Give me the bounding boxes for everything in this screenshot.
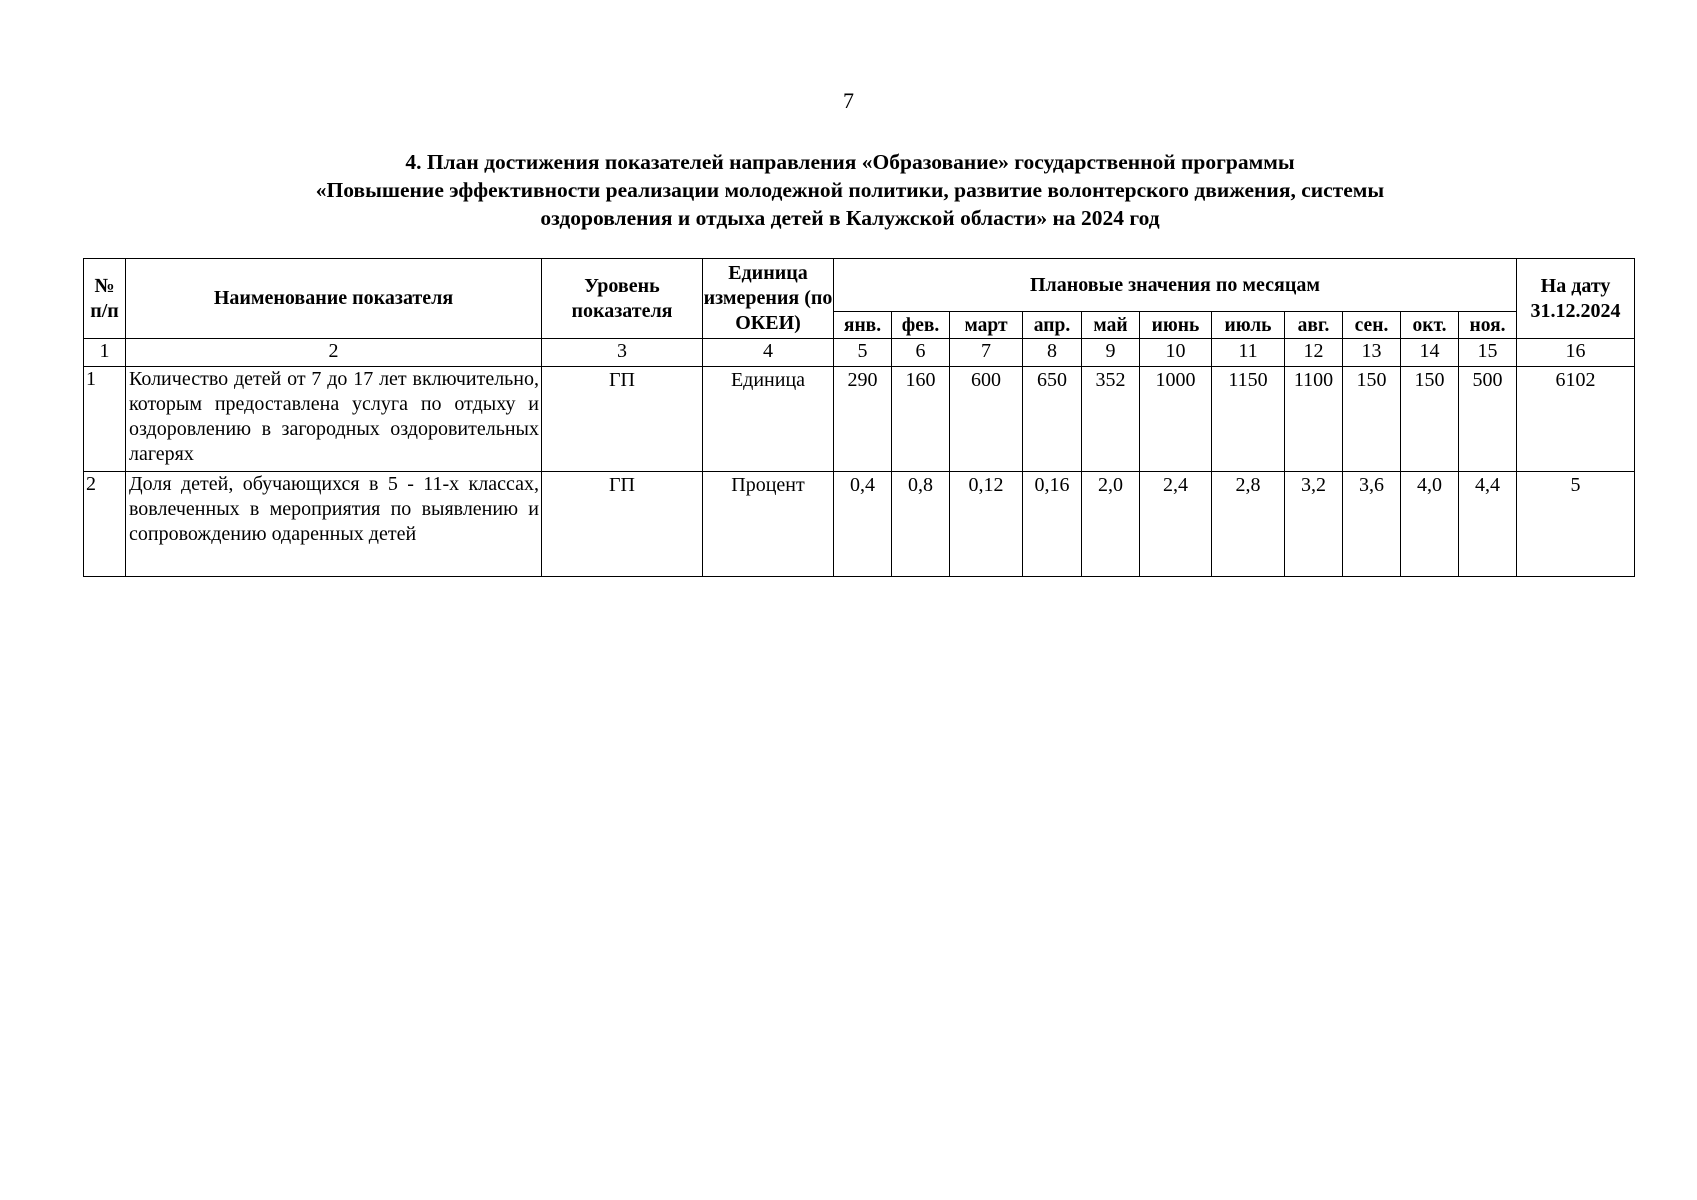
header-name: Наименование показателя [126,259,542,339]
date-value: 6102 [1517,367,1635,472]
month-value: 2,4 [1140,472,1212,577]
column-number: 3 [542,339,703,367]
month-value: 0,16 [1023,472,1082,577]
column-number-row [84,339,1635,367]
month-value: 150 [1401,367,1459,472]
month-value: 2,8 [1212,472,1285,577]
month-value: 0,4 [834,472,892,577]
indicator-unit: Процент [703,472,834,577]
column-number: 8 [1023,339,1082,367]
title-line-2: «Повышение эффективности реализации молодежной политики, развитие волонтерского движения, системы [315,178,1385,202]
date-value: 5 [1517,472,1635,577]
column-number: 4 [703,339,834,367]
column-number: 2 [126,339,542,367]
header-monthly-values: Плановые значения по месяцам [834,259,1517,312]
header-unit: Единица измерения (по ОКЕИ) [703,259,834,339]
month-value: 4,0 [1401,472,1459,577]
column-number: 7 [950,339,1023,367]
month-value: 4,4 [1459,472,1517,577]
column-number: 5 [834,339,892,367]
header-month: июнь [1140,312,1212,339]
header-month: ноя. [1459,312,1517,339]
table-row [84,367,1635,472]
month-value: 150 [1343,367,1401,472]
header-month: май [1082,312,1140,339]
header-month: янв. [834,312,892,339]
month-value: 600 [950,367,1023,472]
indicator-level: ГП [542,367,703,472]
month-value: 1000 [1140,367,1212,472]
header-level: Уровень показателя [542,259,703,339]
indicator-level: ГП [542,472,703,577]
month-value: 0,12 [950,472,1023,577]
header-month: март [950,312,1023,339]
month-value: 1150 [1212,367,1285,472]
indicator-unit: Единица [703,367,834,472]
header-month: фев. [892,312,950,339]
header-num: № п/п [84,259,126,339]
header-month: июль [1212,312,1285,339]
header-month: окт. [1401,312,1459,339]
title-line-1: 4. План достижения показателей направления «Образование» государственной программы [405,150,1295,174]
page-number: 7 [843,88,854,113]
row-number: 1 [84,367,126,472]
header-month: авг. [1285,312,1343,339]
column-number: 13 [1343,339,1401,367]
column-number: 14 [1401,339,1459,367]
column-number: 6 [892,339,950,367]
column-number: 16 [1517,339,1635,367]
month-value: 3,6 [1343,472,1401,577]
column-number: 15 [1459,339,1517,367]
column-number: 1 [84,339,126,367]
header-month: сен. [1343,312,1401,339]
month-value: 290 [834,367,892,472]
header-month: апр. [1023,312,1082,339]
indicator-name: Количество детей от 7 до 17 лет включительно, которым предоставлена услуга по отдыху и оздоровлению в загородных оздоровительных лагерях [126,367,542,472]
header-date: На дату 31.12.2024 [1517,259,1635,339]
table-row [84,472,1635,577]
indicator-name: Доля детей, обучающихся в 5 - 11-х классах, вовлеченных в мероприятия по выявлению и сопровождению одаренных детей [126,472,542,577]
column-number: 12 [1285,339,1343,367]
document-title [80,148,1620,232]
month-value: 352 [1082,367,1140,472]
column-number: 11 [1212,339,1285,367]
month-value: 3,2 [1285,472,1343,577]
row-number: 2 [84,472,126,577]
title-line-3: оздоровления и отдыха детей в Калужской области» на 2024 год [540,206,1160,230]
month-value: 650 [1023,367,1082,472]
month-value: 160 [892,367,950,472]
month-value: 1100 [1285,367,1343,472]
month-value: 0,8 [892,472,950,577]
column-number: 9 [1082,339,1140,367]
month-value: 2,0 [1082,472,1140,577]
month-value: 500 [1459,367,1517,472]
column-number: 10 [1140,339,1212,367]
indicator-plan-table [83,258,1635,577]
